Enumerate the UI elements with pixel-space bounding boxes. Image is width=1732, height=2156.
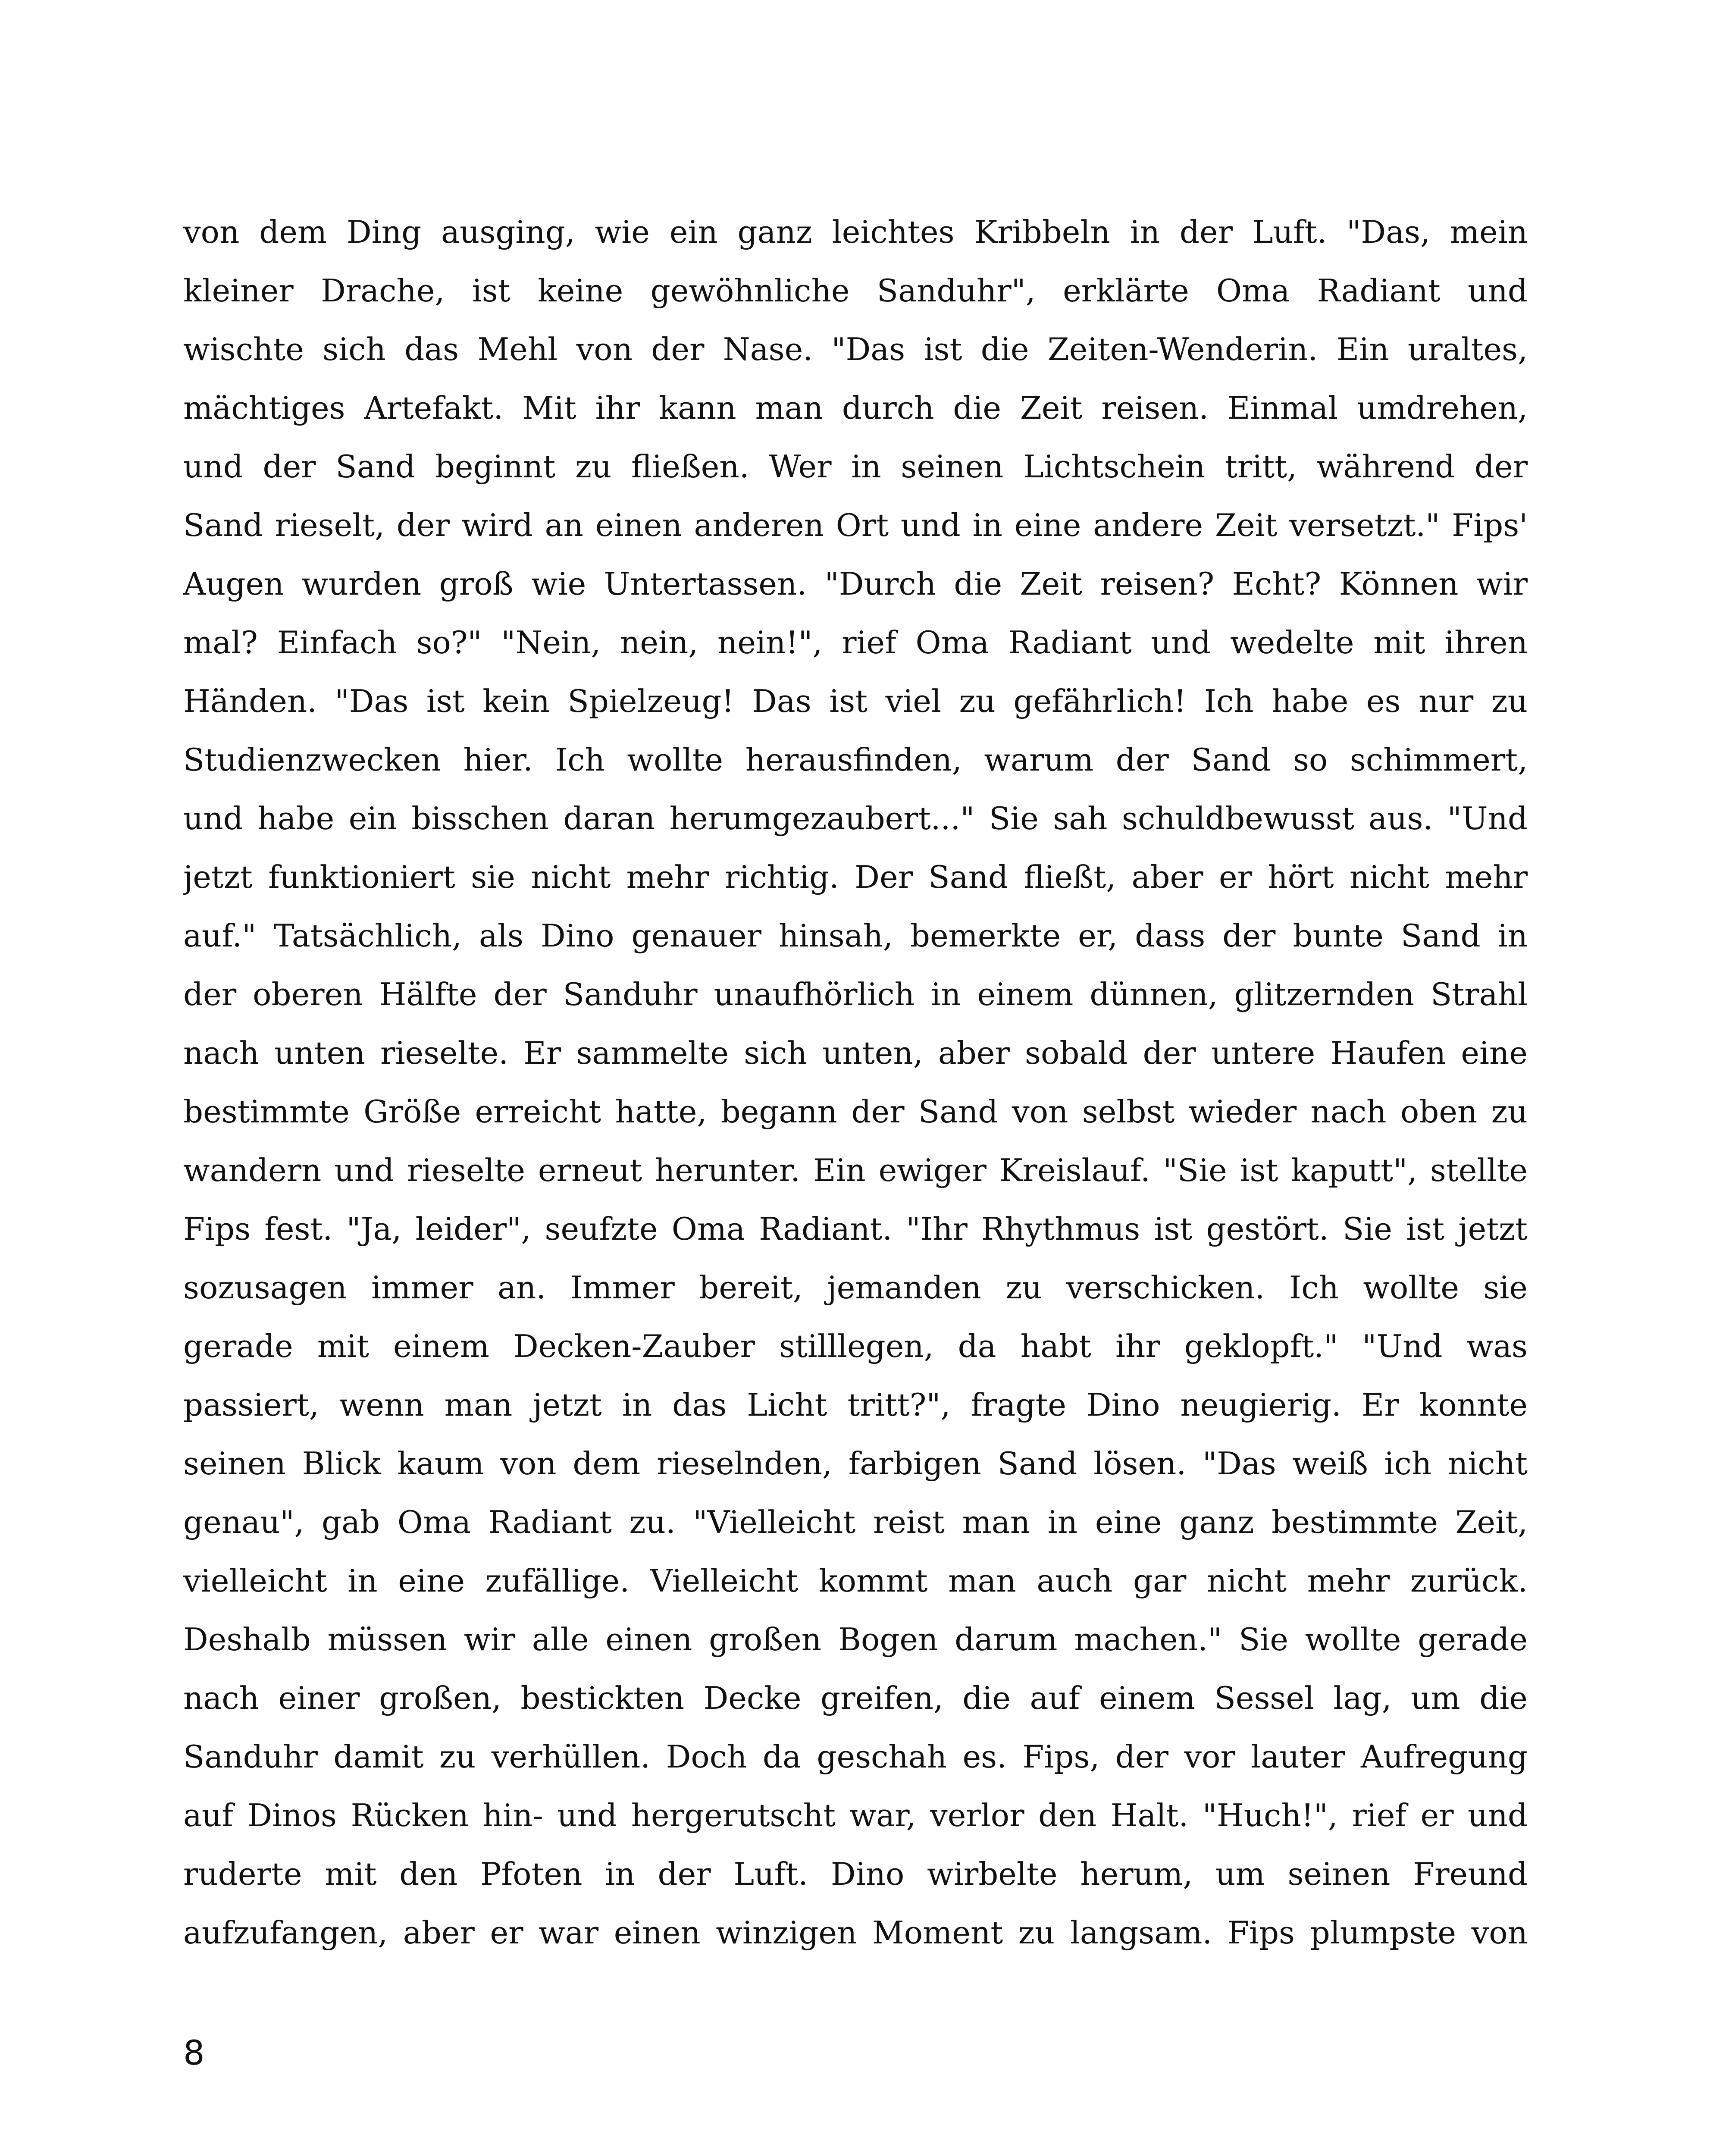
- text-line: gerade mit einem Decken-Zauber stilllegen, da habt ihr geklopft." "Und was: [183, 1328, 1528, 1364]
- text-line: ruderte mit den Pfoten in der Luft. Dino wirbelte herum, um seinen Freund: [183, 1856, 1528, 1892]
- text-line: seinen Blick kaum von dem rieselnden, farbigen Sand lösen. "Das weiß ich nicht: [183, 1445, 1528, 1482]
- text-line: wandern und rieselte erneut herunter. Ein ewiger Kreislauf. "Sie ist kaputt", stellte: [183, 1152, 1528, 1188]
- text-line: aufzufangen, aber er war einen winzigen Moment zu langsam. Fips plumpste von: [183, 1915, 1528, 1951]
- page-number: 8: [183, 2034, 205, 2073]
- text-line: Augen wurden groß wie Untertassen. "Durch die Zeit reisen? Echt? Können wir: [183, 566, 1528, 602]
- text-line: und der Sand beginnt zu fließen. Wer in seinen Lichtschein tritt, während der: [183, 448, 1528, 485]
- text-line: Sanduhr damit zu verhüllen. Doch da geschah es. Fips, der vor lauter Aufregung: [183, 1739, 1528, 1775]
- text-line: genau", gab Oma Radiant zu. "Vielleicht reist man in eine ganz bestimmte Zeit,: [183, 1504, 1528, 1540]
- text-line: mal? Einfach so?" "Nein, nein, nein!", rief Oma Radiant und wedelte mit ihren: [183, 624, 1528, 661]
- text-line: und habe ein bisschen daran herumgezaubert..." Sie sah schuldbewusst aus. "Und: [183, 800, 1528, 837]
- body-text: [183, 203, 1528, 1962]
- text-line: passiert, wenn man jetzt in das Licht tritt?", fragte Dino neugierig. Er konnte: [183, 1387, 1528, 1423]
- text-line: sozusagen immer an. Immer bereit, jemanden zu verschicken. Ich wollte sie: [183, 1269, 1528, 1306]
- text-line: nach einer großen, bestickten Decke greifen, die auf einem Sessel lag, um die: [183, 1680, 1528, 1716]
- text-line: vielleicht in eine zufällige. Vielleicht kommt man auch gar nicht mehr zurück.: [183, 1563, 1528, 1599]
- text-line: mächtiges Artefakt. Mit ihr kann man durch die Zeit reisen. Einmal umdrehen,: [183, 390, 1528, 426]
- text-line: auf Dinos Rücken hin- und hergerutscht war, verlor den Halt. "Huch!", rief er und: [183, 1797, 1528, 1833]
- text-line: Studienzwecken hier. Ich wollte herausfinden, warum der Sand so schimmert,: [183, 742, 1528, 778]
- text-line: nach unten rieselte. Er sammelte sich unten, aber sobald der untere Haufen eine: [183, 1035, 1528, 1071]
- text-line: Händen. "Das ist kein Spielzeug! Das ist viel zu gefährlich! Ich habe es nur zu: [183, 683, 1528, 719]
- text-line: von dem Ding ausging, wie ein ganz leichtes Kribbeln in der Luft. "Das, mein: [183, 214, 1528, 250]
- text-line: bestimmte Größe erreicht hatte, begann der Sand von selbst wieder nach oben zu: [183, 1094, 1528, 1130]
- text-line: Sand rieselt, der wird an einen anderen Ort und in eine andere Zeit versetzt." Fips': [183, 507, 1528, 543]
- text-line: kleiner Drache, ist keine gewöhnliche Sanduhr", erklärte Oma Radiant und: [183, 273, 1528, 309]
- text-line: Fips fest. "Ja, leider", seufzte Oma Radiant. "Ihr Rhythmus ist gestört. Sie ist jetzt: [183, 1211, 1528, 1247]
- text-line: jetzt funktioniert sie nicht mehr richtig. Der Sand fließt, aber er hört nicht mehr: [183, 859, 1528, 895]
- text-line: der oberen Hälfte der Sanduhr unaufhörlich in einem dünnen, glitzernden Strahl: [183, 976, 1528, 1012]
- text-line: auf." Tatsächlich, als Dino genauer hinsah, bemerkte er, dass der bunte Sand in: [183, 918, 1528, 954]
- text-line: Deshalb müssen wir alle einen großen Bogen darum machen." Sie wollte gerade: [183, 1621, 1528, 1658]
- text-line: wischte sich das Mehl von der Nase. "Das ist die Zeiten-Wenderin. Ein uraltes,: [183, 331, 1528, 367]
